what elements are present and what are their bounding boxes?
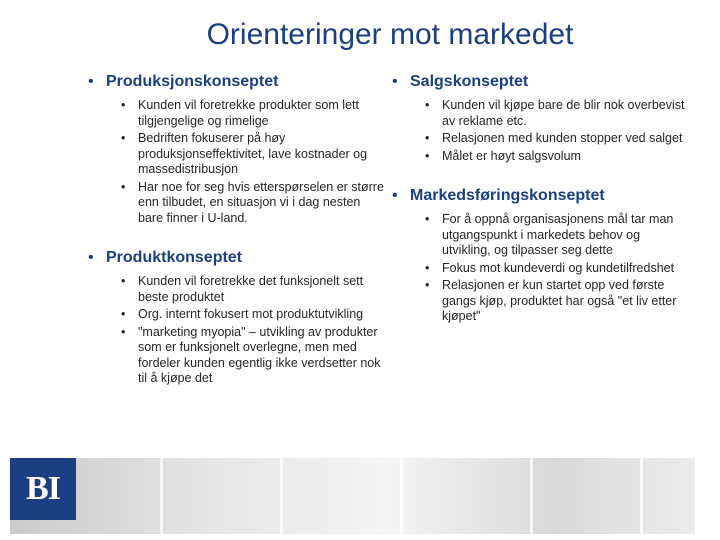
bullet-item: • Fokus mot kundeverdi og kundetilfredshet: [392, 261, 692, 277]
bullet-item: • Kunden vil foretrekke produkter som lett tilgjengelige og rimelige: [88, 98, 388, 129]
bullet-item: • Målet er høyt salgsvolum: [392, 149, 692, 165]
section-heading: • Salgskonseptet: [392, 70, 692, 94]
bullet-item: • Har noe for seg hvis etterspørselen er større enn tilbudet, en situasjon vi i dag nesten bare finner i U-land.: [88, 180, 388, 227]
section-produktkonseptet: [88, 246, 388, 387]
banner-decoration: [640, 458, 643, 534]
banner-decoration: [160, 458, 163, 534]
bullet-item: • Org. internt fokusert mot produktutvikling: [88, 307, 388, 323]
right-column: [392, 70, 692, 327]
bullet-list: [392, 212, 692, 325]
bullet-item: • "marketing myopia" – utvikling av produkter som er funksjonelt overlegne, men med fordeler kunden egentlig ikke verdsetter nok til å kjøpe det: [88, 325, 388, 387]
banner-decoration: [400, 458, 403, 534]
bullet-item: • For å oppnå organisasjonens mål tar man utgangspunkt i markedets behov og utvikling, og tilpasser seg dette: [392, 212, 692, 259]
footer-banner-image: [10, 458, 695, 534]
section-markedsforingskonseptet: [392, 184, 692, 325]
bullet-list: [88, 274, 388, 387]
bullet-list: [392, 98, 692, 164]
bullet-item: • Kunden vil foretrekke det funksjonelt sett beste produktet: [88, 274, 388, 305]
section-heading: • Markedsføringskonseptet: [392, 184, 692, 208]
slide-title: Orienteringer mot markedet: [206, 18, 574, 51]
section-produksjonskonseptet: [88, 70, 388, 226]
bullet-item: • Bedriften fokuserer på høy produksjonseffektivitet, lave kostnader og massedistribusjon: [88, 131, 388, 178]
bullet-item: • Kunden vil kjøpe bare de blir nok overbevist av reklame etc.: [392, 98, 692, 129]
section-salgskonseptet: [392, 70, 692, 164]
section-heading: • Produktkonseptet: [88, 246, 388, 270]
left-column: [88, 70, 388, 389]
banner-decoration: [530, 458, 533, 534]
bullet-item: • Relasjonen med kunden stopper ved salget: [392, 131, 692, 147]
section-heading: • Produksjonskonseptet: [88, 70, 388, 94]
bullet-item: • Relasjonen er kun startet opp ved første gangs kjøp, produktet har også "et liv etter kjøpet": [392, 278, 692, 325]
bullet-list: [88, 98, 388, 226]
banner-decoration: [280, 458, 283, 534]
bi-logo: BI: [10, 458, 76, 520]
